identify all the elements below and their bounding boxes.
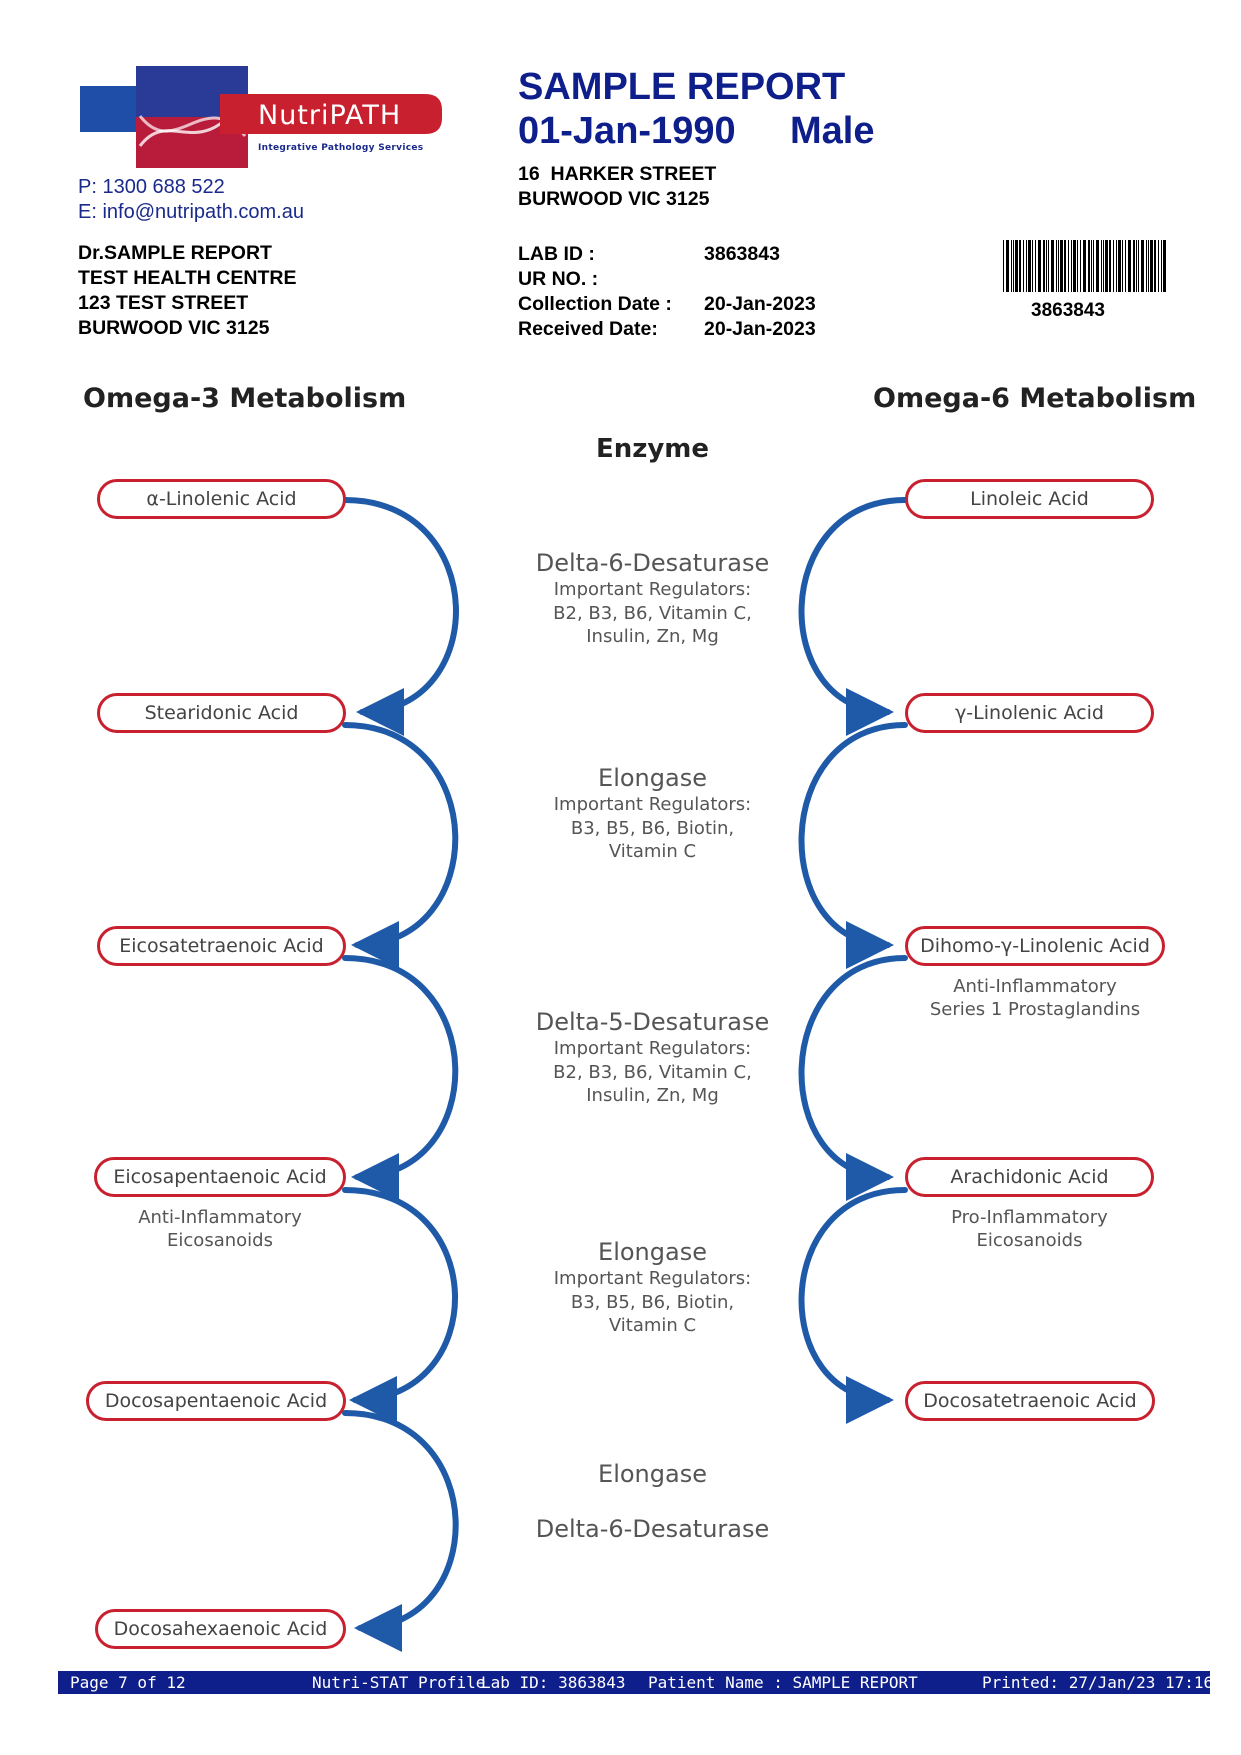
arrow-ala-sda: [345, 500, 456, 712]
enzyme-regulators-label: Important Regulators:: [553, 794, 752, 815]
enzyme-regulators-line1: B3, B5, B6, Biotin,: [570, 1292, 735, 1313]
pill-docosatetraenoic-acid: Docosatetraenoic Acid: [905, 1381, 1155, 1421]
enzyme-regulators-line1: B3, B5, B6, Biotin,: [570, 818, 735, 839]
arrow-sda-eta: [345, 725, 455, 945]
enzyme-delta5-desaturase: [470, 1007, 835, 1107]
pill-arachidonic-acid: Arachidonic Acid: [905, 1157, 1154, 1197]
enzyme-elongase-1: [470, 763, 835, 863]
arrow-dpa-dha: [345, 1413, 456, 1628]
pill-stearidonic-acid: Stearidonic Acid: [97, 693, 346, 733]
enzyme-regulators-line2: Vitamin C: [608, 841, 697, 862]
footer-lab-id: Lab ID: 3863843: [481, 1673, 626, 1692]
email[interactable]: E: info@nutripath.com.au: [78, 201, 304, 223]
enzyme-delta6-desaturase: [470, 548, 835, 648]
doctor-name: Dr.SAMPLE REPORT: [78, 242, 272, 264]
dgla-note-line1: Anti-Inflammatory: [953, 976, 1117, 997]
footer-page: Page 7 of 12: [70, 1673, 186, 1692]
enzyme-regulators-line2: Insulin, Zn, Mg: [586, 626, 719, 647]
report-title: SAMPLE REPORT: [518, 66, 846, 108]
pill-docosahexaenoic-acid: Docosahexaenoic Acid: [95, 1609, 346, 1649]
lab-id-value: 3863843: [704, 243, 780, 265]
aa-note-line1: Pro-Inflammatory: [951, 1207, 1108, 1228]
barcode-number: 3863843: [1031, 300, 1105, 321]
arrow-epa-dpa: [345, 1190, 455, 1400]
aa-note-line2: Eicosanoids: [976, 1230, 1083, 1251]
enzyme-regulators-line1: B2, B3, B6, Vitamin C,: [553, 603, 752, 624]
pill-gamma-linolenic-acid: γ-Linolenic Acid: [905, 693, 1154, 733]
enzyme-regulators-label: Important Regulators:: [553, 1038, 752, 1059]
ur-label: UR NO. :: [518, 268, 599, 290]
enzyme-delta6-desaturase-2: Delta-6-Desaturase: [535, 1515, 770, 1543]
footer-patient: Patient Name : SAMPLE REPORT: [648, 1673, 918, 1692]
pill-docosapentaenoic-acid: Docosapentaenoic Acid: [86, 1381, 346, 1421]
enzyme-elongase-3: Elongase: [598, 1460, 707, 1488]
epa-note-line1: Anti-Inflammatory: [138, 1207, 302, 1228]
doctor-clinic: TEST HEALTH CENTRE: [78, 267, 297, 289]
pill-eicosatetraenoic-acid: Eicosatetraenoic Acid: [97, 926, 346, 966]
arrow-eta-epa: [345, 958, 455, 1177]
doctor-city: BURWOOD VIC 3125: [78, 317, 270, 339]
enzyme-name: Delta-5-Desaturase: [535, 1008, 770, 1036]
collection-date-value: 20-Jan-2023: [704, 293, 816, 315]
footer-bar: [58, 1671, 1214, 1694]
patient-dob: 01-Jan-1990: [518, 110, 736, 152]
received-date-value: 20-Jan-2023: [704, 318, 816, 340]
enzyme-regulators-label: Important Regulators:: [553, 579, 752, 600]
pill-linoleic-acid: Linoleic Acid: [905, 479, 1154, 519]
received-date-label: Received Date:: [518, 318, 658, 340]
pill-eicosapentaenoic-acid: Eicosapentaenoic Acid: [94, 1157, 346, 1197]
enzyme-regulators-line2: Vitamin C: [608, 1315, 697, 1336]
footer-printed: Printed: 27/Jan/23 17:16: [982, 1673, 1214, 1692]
enzyme-regulators-label: Important Regulators:: [553, 1268, 752, 1289]
phone: P: 1300 688 522: [78, 176, 225, 198]
omega6-title: Omega-6 Metabolism: [873, 383, 1197, 414]
enzyme-regulators-line2: Insulin, Zn, Mg: [586, 1085, 719, 1106]
enzyme-elongase-2: [470, 1237, 835, 1337]
enzyme-name: Elongase: [598, 1238, 707, 1266]
patient-city: BURWOOD VIC 3125: [518, 188, 710, 210]
enzyme-regulators-line1: B2, B3, B6, Vitamin C,: [553, 1062, 752, 1083]
doctor-street: 123 TEST STREET: [78, 292, 249, 314]
epa-note-line2: Eicosanoids: [167, 1230, 273, 1251]
footer-profile: Nutri-STAT Profile: [312, 1673, 486, 1692]
logo-tagline: Integrative Pathology Services: [258, 143, 424, 153]
pill-dihomo-gamma-linolenic-acid: Dihomo-γ-Linolenic Acid: [905, 926, 1165, 966]
logo-wordmark: NutriPATH: [258, 100, 402, 131]
patient-street: 16 HARKER STREET: [518, 163, 717, 185]
aa-note: [905, 1206, 1154, 1252]
enzyme-title: Enzyme: [595, 434, 710, 464]
collection-date-label: Collection Date :: [518, 293, 672, 315]
dgla-note: [905, 975, 1165, 1021]
pill-alpha-linolenic-acid: α-Linolenic Acid: [97, 479, 346, 519]
epa-note: [94, 1206, 346, 1252]
enzyme-name: Elongase: [598, 764, 707, 792]
lab-id-label: LAB ID :: [518, 243, 595, 265]
patient-sex: Male: [790, 110, 875, 152]
dgla-note-line2: Series 1 Prostaglandins: [929, 999, 1141, 1020]
enzyme-name: Delta-6-Desaturase: [535, 549, 770, 577]
omega3-title: Omega-3 Metabolism: [83, 383, 407, 414]
